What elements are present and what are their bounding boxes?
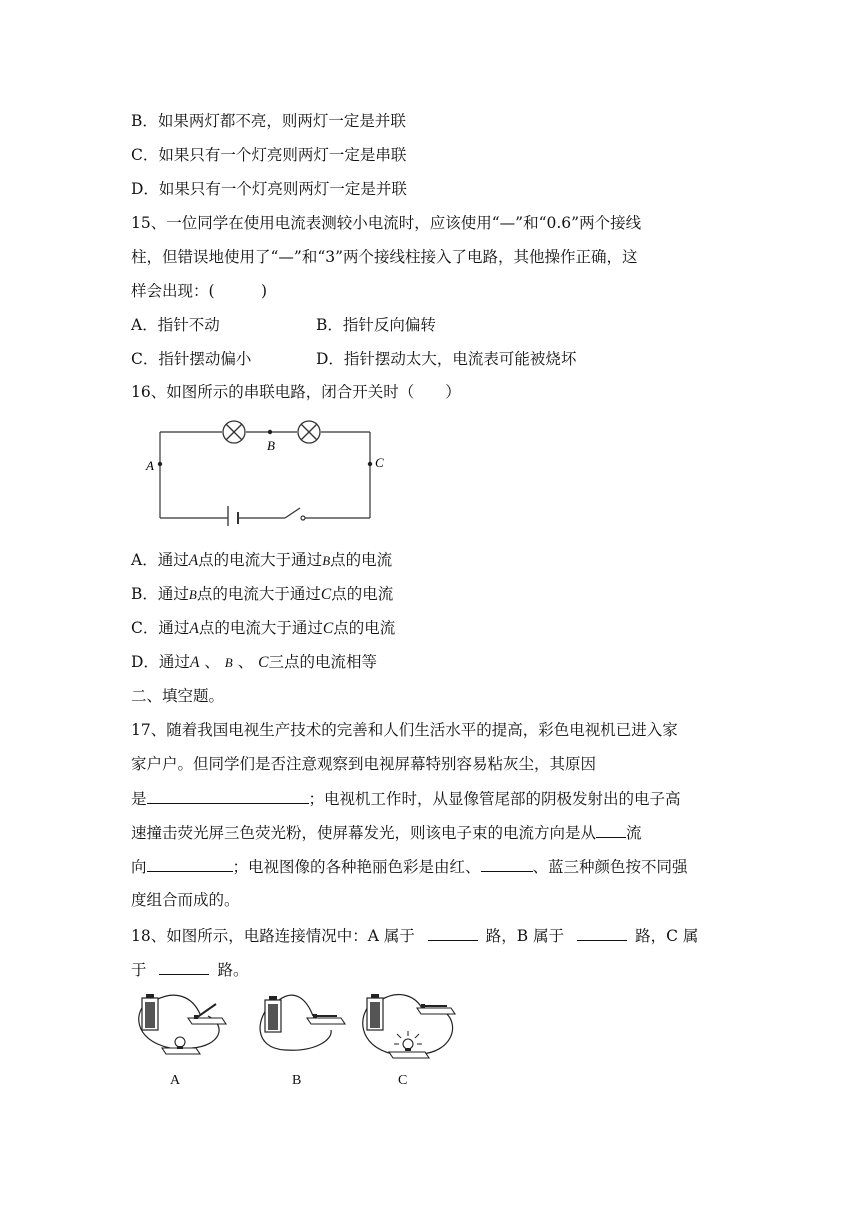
lamp-2-icon (298, 421, 320, 443)
q18-line2: 于 路。 (131, 961, 249, 979)
q18-caption-c: C (398, 1073, 408, 1088)
point-b-label: B (267, 438, 275, 453)
battery-icon (265, 996, 281, 1032)
q18-line1: 18、如图所示，电路连接情况中：A 属于 路，B 属于 路，C 属 (131, 927, 699, 945)
q16-circuit-diagram (140, 414, 400, 526)
q15-stem-line1: 15、一位同学在使用电流表测较小电流时，应该使用“—”和“0.6”两个接线 (131, 214, 642, 232)
q15-stem-line3: 样会出现：( ) (131, 282, 268, 300)
q18-blank-b[interactable] (577, 925, 627, 941)
knife-switch-icon (188, 1004, 226, 1024)
q16-option-d: D．通过A 、 B 、 C三点的电流相等 (131, 653, 377, 671)
section-2-heading: 二、填空题。 (131, 687, 225, 705)
q18-circuit-c-picture (355, 990, 465, 1065)
q15-options-row2 (131, 349, 731, 369)
q14-option-b: B．如果两灯都不亮，则两灯一定是并联 (131, 112, 406, 130)
q17-line6: 度组合而成的。 (131, 891, 240, 909)
q18-circuit-a-picture (130, 990, 230, 1060)
q18-blank-a[interactable] (428, 925, 478, 941)
battery-icon (142, 994, 158, 1030)
bulb-icon (162, 1037, 200, 1054)
battery-icon (228, 506, 238, 526)
q15-option-c: C．指针摆动偏小 (131, 350, 252, 368)
q17-blank-4[interactable] (481, 856, 533, 872)
lamp-1-icon (223, 421, 245, 443)
q17-blank-2[interactable] (596, 822, 626, 838)
q17-blank-3[interactable] (147, 856, 233, 872)
point-c-dot (368, 462, 372, 466)
q15-option-a: A．指针不动 (131, 316, 220, 334)
q17-line3: 是 ；电视机工作时，从显像管尾部的阴极发射出的电子高 (131, 790, 681, 808)
q16-option-b: B．通过B点的电流大于通过C点的电流 (131, 585, 394, 603)
q17-blank-1[interactable] (147, 788, 309, 804)
q15-stem-line2: 柱，但错误地使用了“—”和“3”两个接线柱接入了电路，其他操作正确，这 (131, 248, 638, 266)
q15-options-row1 (131, 315, 731, 335)
q17-line4: 速撞击荧光屏三色荧光粉，使屏幕发光，则该电子束的电流方向是从 流 (131, 824, 642, 842)
q15-option-d: D．指针摆动太大，电流表可能被烧坏 (316, 350, 577, 368)
q17-line1: 17、随着我国电视生产技术的完善和人们生活水平的提高，彩色电视机已进入家 (131, 721, 678, 739)
switch-icon (285, 508, 305, 520)
q14-option-c: C．如果只有一个灯亮则两灯一定是串联 (131, 146, 407, 164)
q18-caption-a: A (170, 1073, 181, 1088)
knife-switch-icon (417, 1004, 455, 1014)
q16-option-a: A．通过A点的电流大于通过B点的电流 (131, 551, 393, 569)
point-a-dot (158, 462, 162, 466)
q16-stem: 16、如图所示的串联电路，闭合开关时（ ） (131, 383, 461, 401)
q16-option-c: C．通过A点的电流大于通过C点的电流 (131, 619, 396, 637)
q17-line5: 向 ；电视图像的各种艳丽色彩是由红、 、蓝三种颜色按不同强 (131, 858, 688, 876)
q18-caption-b: B (292, 1073, 302, 1088)
lit-bulb-icon (389, 1031, 429, 1058)
point-b-dot (268, 430, 272, 434)
q18-circuit-b-picture (255, 990, 355, 1060)
q14-option-d: D．如果只有一个灯亮则两灯一定是并联 (131, 180, 407, 198)
q15-option-b: B．指针反向偏转 (316, 316, 436, 334)
q18-blank-c[interactable] (159, 959, 209, 975)
point-c-label: C (375, 455, 384, 470)
point-a-label: A (146, 458, 154, 473)
q17-line2: 家户户。但同学们是否注意观察到电视屏幕特别容易粘灰尘，其原因 (131, 755, 597, 773)
battery-icon (367, 994, 383, 1030)
